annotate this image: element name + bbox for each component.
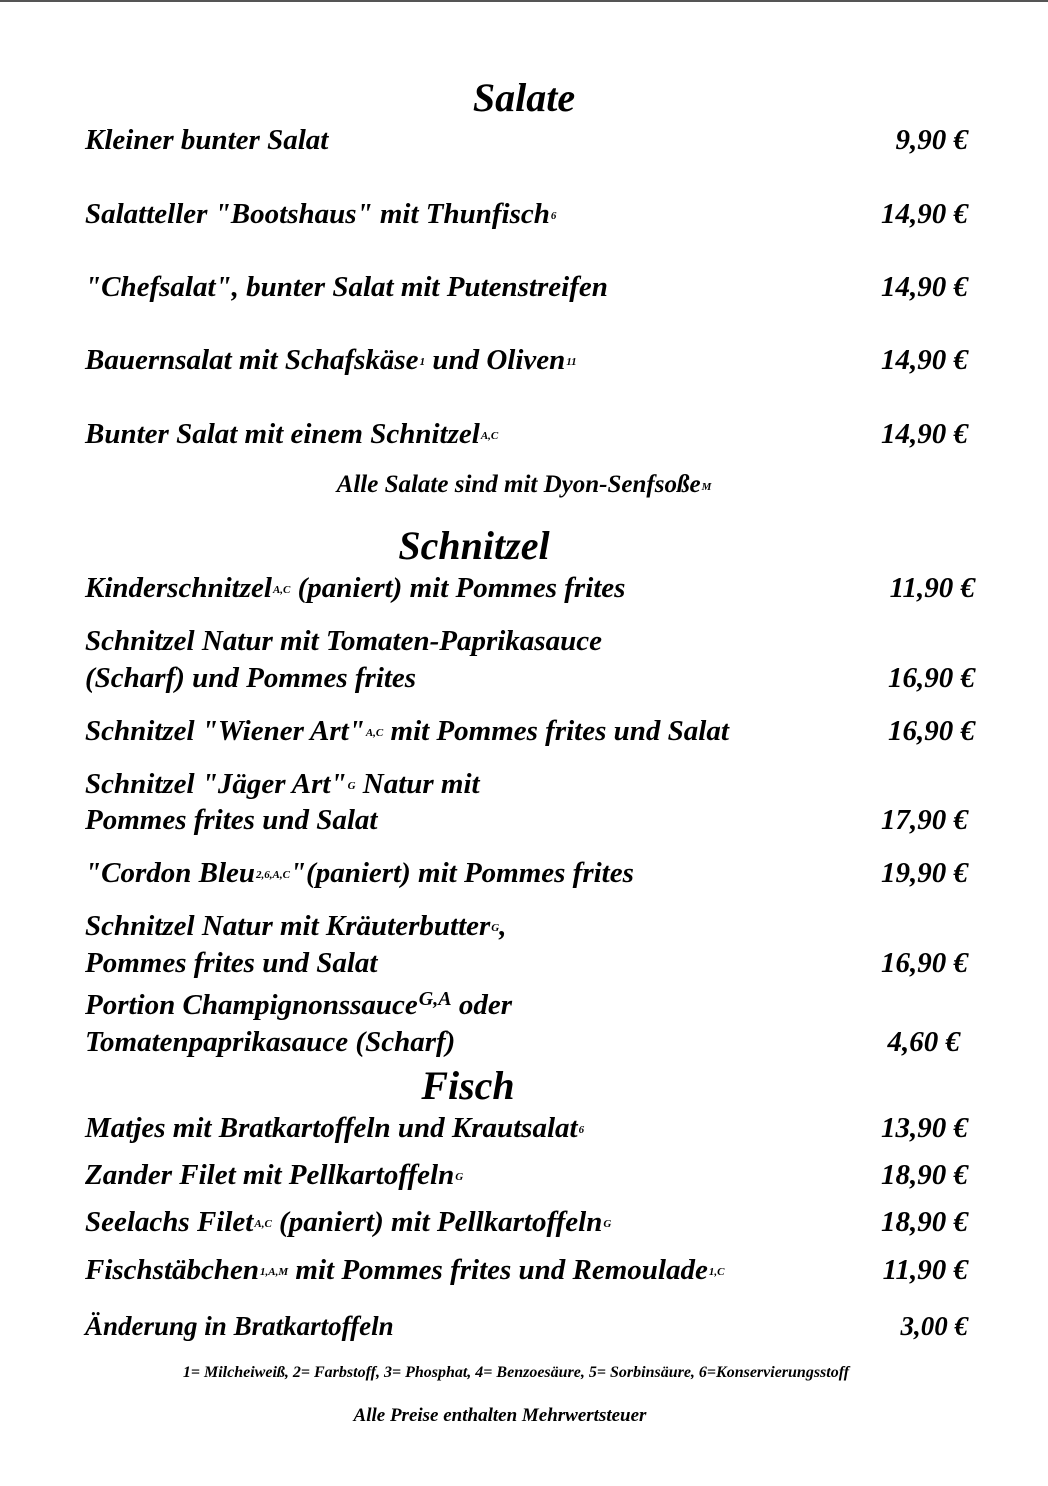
allergen-sup: A,C	[480, 430, 499, 442]
menu-item-price: 16,90 €	[881, 947, 968, 979]
menu-item-price: 16,90 €	[888, 662, 975, 694]
menu-item-name: Bunter Salat mit einem Schnitzel$^{A,C}$	[85, 418, 499, 450]
menu-item-price: 17,90 €	[881, 804, 968, 836]
menu-item-name: Schnitzel "Wiener Art"$^{A,C}$ mit Pommes frites und Salat	[85, 715, 729, 747]
menu-item-name: Änderung in Bratkartoffeln	[85, 1311, 394, 1341]
menu-item-name-line2: Tomatenpaprikasauce (Scharf)	[85, 1026, 456, 1058]
menu-item-price: 18,90 €	[881, 1206, 968, 1238]
allergen-sup: G	[603, 1218, 612, 1230]
menu-item-name: "Cordon Bleu$^{2,6,A,C}$"(paniert) mit Pommes frites	[85, 857, 634, 889]
menu-item-price: 16,90 €	[888, 715, 975, 747]
menu-item-price: 13,90 €	[881, 1112, 968, 1144]
menu-item-name-line2: Pommes frites und Salat	[85, 804, 378, 836]
vat-note: Alle Preise enthalten Mehrwertsteuer	[353, 1405, 647, 1426]
menu-item-name: Zander Filet mit Pellkartoffeln$^G$	[85, 1159, 464, 1191]
menu-item-name-line2: (Scharf) und Pommes frites	[85, 662, 417, 694]
menu-item-price: 9,90 €	[895, 124, 968, 156]
allergen-sup: 6	[550, 210, 557, 222]
menu-item-name: Schnitzel Natur mit Tomaten-Paprikasauce	[85, 625, 602, 657]
allergen-sup: 1,C	[708, 1266, 725, 1278]
menu-item-name: "Chefsalat", bunter Salat mit Putenstreifen	[85, 271, 608, 303]
allergen-sup: A,C	[254, 1218, 272, 1230]
menu-item-price: 11,90 €	[889, 572, 975, 604]
menu-item-name: Fischstäbchen$^{1,A,M}$ mit Pommes frites und Remoulade$^{1,C}$	[85, 1254, 725, 1286]
allergen-sup: G,A	[418, 988, 452, 1010]
allergen-sup: 2,6,A,C	[256, 869, 290, 881]
top-border	[0, 0, 1048, 2]
menu-item-name: Portion Champignonssauce$^{G,A}$ oder	[85, 988, 512, 1021]
menu-item-name: Salatteller "Bootshaus" mit Thunfisch$^6$	[85, 198, 557, 230]
section-heading-salate: Salate	[472, 75, 576, 120]
menu-item-price: 19,90 €	[881, 857, 968, 889]
menu-item-price: 14,90 €	[881, 418, 968, 450]
menu-item-price: 3,00 €	[900, 1311, 968, 1341]
allergen-sup: 6	[578, 1124, 585, 1136]
allergen-sup: G	[347, 780, 356, 792]
menu-item-name: Schnitzel "Jäger Art"$^G$ Natur mit	[85, 768, 480, 800]
menu-item-name: Kleiner bunter Salat	[85, 124, 329, 156]
allergen-sup: 11	[566, 356, 577, 368]
menu-item-price: 14,90 €	[881, 198, 968, 230]
menu-item-name-line2: Pommes frites und Salat	[85, 947, 378, 979]
menu-item-name: Kinderschnitzel$^{A,C}$ (paniert) mit Pommes frites	[85, 572, 626, 604]
allergen-footnote: 1= Milcheiweiß, 2= Farbstoff, 3= Phosphat, 4= Benzoesäure, 5= Sorbinsäure, 6=Konservierungsstoff	[182, 1364, 850, 1381]
menu-item-name: Bauernsalat mit Schafskäse$^1$ und Oliven$^{11}$	[85, 344, 577, 376]
menu-item-price: 14,90 €	[881, 344, 968, 376]
menu-item-price: 11,90 €	[882, 1254, 968, 1286]
allergen-sup: A,C	[365, 727, 384, 739]
allergen-sup: A,C	[272, 584, 291, 596]
menu-item-price: 18,90 €	[881, 1159, 968, 1191]
menu-item-price: 14,90 €	[881, 271, 968, 303]
menu-item-name: Matjes mit Bratkartoffeln und Krautsalat$^6$	[85, 1112, 585, 1144]
allergen-sup: G	[455, 1171, 464, 1183]
allergen-sup: 1,A,M	[260, 1266, 289, 1278]
allergen-sup: M	[701, 481, 712, 493]
section-heading-schnitzel: Schnitzel	[398, 523, 550, 568]
section-heading-fisch: Fisch	[421, 1063, 515, 1108]
allergen-sup: G	[491, 922, 500, 934]
salate-dressing-note: Alle Salate sind mit Dyon-Senfsoße$^M$	[336, 471, 712, 498]
menu-item-name: Schnitzel Natur mit Kräuterbutter$^G$,	[85, 910, 507, 942]
allergen-sup: 1	[419, 356, 426, 368]
menu-item-name: Seelachs Filet$^{A,C}$ (paniert) mit Pellkartoffeln$^G$	[85, 1206, 612, 1238]
menu-item-price: 4,60 €	[887, 1026, 960, 1058]
